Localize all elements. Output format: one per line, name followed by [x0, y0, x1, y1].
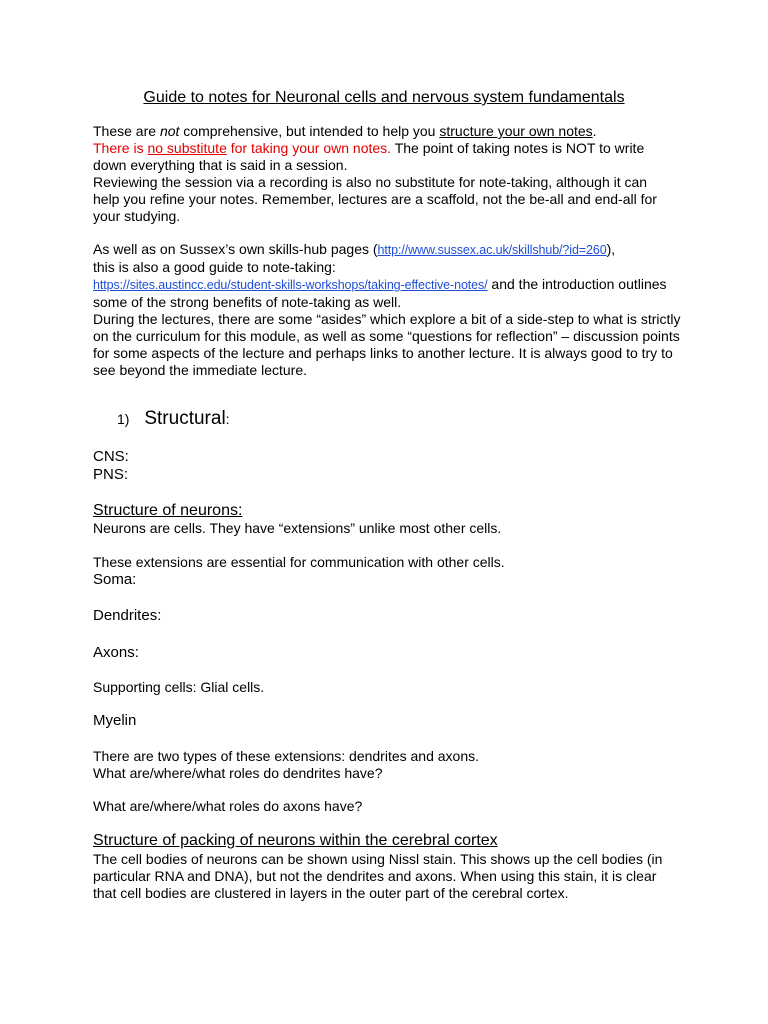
intro-not-emphasis: not [159, 123, 180, 139]
cns-label: CNS: [93, 448, 129, 465]
red-note [93, 140, 391, 156]
guide-lectures-text: During the lectures, there are some “asides” which explore a bit of a side-step to what is strictly on the curriculum for this module, as well as some “questions for reflection” – discussion points for some aspects of the lecture and perhaps links to another lecture. It is always good to try to see beyond the immediate lecture. [93, 311, 681, 378]
guide-text: and the introduction outlines some of the strong benefits of note-taking as well. [93, 276, 667, 310]
intro-text: These are [93, 123, 160, 139]
extensions-question-3: What are/where/what roles do axons have? [93, 798, 363, 814]
neurons-paragraph-1: Neurons are cells. They have “extensions” unlike most other cells. [93, 520, 502, 536]
guide-text: ), [606, 241, 616, 257]
guide-text: As well as on Sussex’s own skills-hub pages ( [93, 241, 378, 257]
red-note-text: There is [93, 140, 148, 156]
pns-label: PNS: [93, 466, 129, 483]
neurons-paragraph-2: These extensions are essential for communication with other cells. [93, 554, 505, 570]
section-heading-structural [117, 408, 697, 430]
intro-text: . [592, 123, 597, 139]
intro-text: comprehensive, but intended to help you [179, 123, 440, 139]
axons-label: Axons: [93, 644, 139, 661]
red-note-text: for taking your own notes. [226, 140, 392, 156]
document-title [0, 88, 768, 107]
soma-label: Soma: [93, 571, 137, 588]
intro-underlined: structure your own notes [439, 123, 593, 139]
intro-paragraph [93, 123, 673, 225]
sussex-skillshub-link[interactable]: http://www.sussex.ac.uk/skillshub/?id=260 [377, 243, 607, 257]
extensions-question-1: There are two types of these extensions: dendrites and axons. [93, 748, 480, 764]
section-number: 1) [117, 411, 130, 427]
austincc-notes-link[interactable]: https://sites.austincc.edu/student-skills-workshops/taking-effective-notes/ [93, 278, 488, 292]
packing-heading: Structure of packing of neurons within the cerebral cortex [93, 832, 498, 849]
red-note-underlined: no substitute [147, 140, 227, 156]
intro-review-text: Reviewing the session via a recording is also no substitute for note-taking, although it can help you refine your notes. Remember, lectures are a scaffold, not the be-all and end-all for your studying. [93, 174, 657, 224]
intro-text: The point of taking notes is NOT to write down everything that is said in a session. [93, 140, 645, 173]
neurons-heading: Structure of neurons: [93, 502, 243, 519]
extensions-question-2: What are/where/what roles do dendrites have? [93, 765, 383, 781]
section-colon: : [225, 411, 230, 427]
guide-text: this is also a good guide to note-taking: [93, 259, 336, 275]
guide-paragraph [93, 241, 683, 379]
glial-cells-text: Supporting cells: Glial cells. [93, 679, 265, 695]
dendrites-label: Dendrites: [93, 607, 162, 624]
section-title: Structural [144, 408, 226, 429]
document-title-text: Guide to notes for Neuronal cells and nervous system fundamentals [143, 89, 625, 106]
myelin-label: Myelin [93, 712, 137, 729]
packing-paragraph: The cell bodies of neurons can be shown using Nissl stain. This shows up the cell bodies (in particular RNA and DNA), but not the dendrites and axons. When using this stain, it is clear that cell bodies are clustered in layers in the outer part of the cerebral cortex. [93, 851, 663, 901]
